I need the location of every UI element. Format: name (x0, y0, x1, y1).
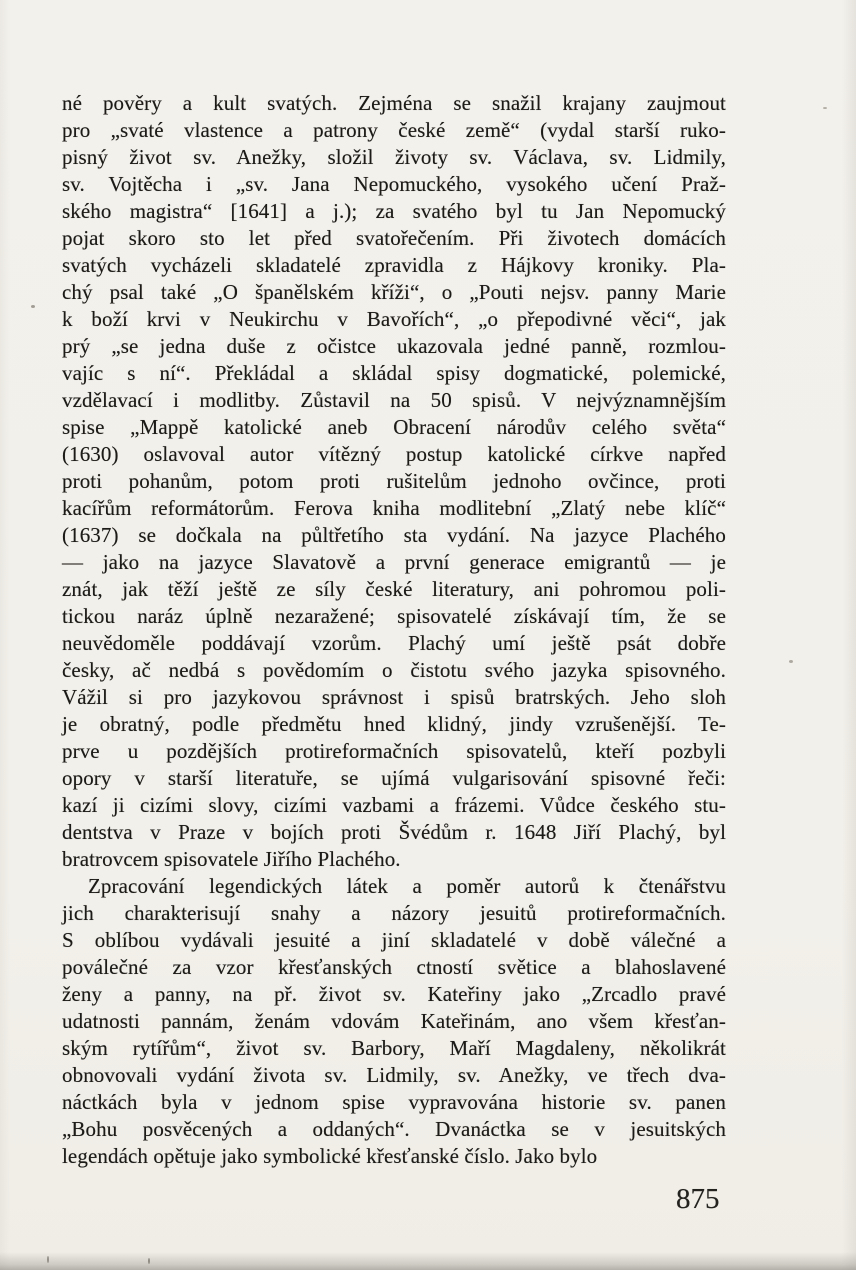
text-line: né pověry a kult svatých. Zejména se snažil krajany zaujmout (62, 91, 726, 115)
text-line: „Bohu posvěcených a oddaných“. Dvanáctka se v jesuitských (62, 1117, 726, 1141)
text-line: obnovovali vydání života sv. Lidmily, sv. Anežky, ve třech dva- (62, 1063, 726, 1087)
text-line: k boží krvi v Neukirchu v Bavořích“, „o přepodivné věci“, jak (62, 307, 726, 331)
scan-speck (789, 660, 793, 663)
text-block (62, 90, 726, 1170)
text-line: sv. Vojtěcha i „sv. Jana Nepomuckého, vysokého učení Praž- (62, 172, 726, 196)
text-line: opory v starší literatuře, se ujímá vulgarisování spisovné řeči: (62, 766, 726, 790)
text-line: Zpracování legendických látek a poměr autorů k čtenářstvu (88, 874, 726, 898)
scan-bottom-shadow (0, 1252, 856, 1270)
text-line: jich charakterisují snahy a názory jesuitů protireformačních. (62, 901, 726, 925)
text-line: neuvědoměle poddávají vzorům. Plachý umí ještě psát dobře (62, 631, 726, 655)
text-line: náctkách byla v jednom spise vypravována historie sv. panen (62, 1090, 726, 1114)
text-line: pro „svaté vlastence a patrony české země“ (vydal starší ruko- (62, 118, 726, 142)
text-line: vzdělavací i modlitby. Zůstavil na 50 spisů. V nejvýznamnějším (62, 388, 726, 412)
text-line: — jako na jazyce Slavatově a první generace emigrantů — je (62, 550, 726, 574)
text-line: spise „Mappě katolické aneb Obracení národův celého světa“ (62, 415, 726, 439)
text-line: legendách opětuje jako symbolické křesťanské číslo. Jako bylo (62, 1144, 598, 1168)
paragraph (62, 90, 726, 873)
text-line: tickou naráz úplně nezaražené; spisovatelé získávají tím, že se (62, 604, 726, 628)
text-line: je obratný, podle předmětu hned klidný, jindy vzrušenější. Te- (62, 712, 726, 736)
text-line: kacířům reformátorům. Ferova kniha modlitební „Zlatý nebe klíč“ (62, 496, 726, 520)
text-line: (1630) oslavoval autor vítězný postup katolické církve napřed (62, 442, 726, 466)
text-line: kazí ji cizími slovy, cizími vazbami a frázemi. Vůdce českého stu- (62, 793, 726, 817)
text-line: (1637) se dočkala na půltřetího sta vydání. Na jazyce Plachého (62, 523, 726, 547)
text-line: Vážil si pro jazykovou správnost i spisů bratrských. Jeho sloh (62, 685, 726, 709)
page-number: 875 (676, 1183, 720, 1215)
text-line: prý „se jedna duše z očistce ukazovala jedné panně, rozmlou- (62, 334, 726, 358)
text-line: chý psal také „O španělském kříži“, o „Pouti nejsv. panny Marie (62, 280, 726, 304)
text-line: udatnosti pannám, ženám vdovám Kateřinám, ano všem křesťan- (62, 1009, 726, 1033)
scan-speck (823, 107, 827, 109)
text-line: prve u pozdějších protireformačních spisovatelů, kteří pozbyli (62, 739, 726, 763)
text-line: pojat skoro sto let před svatořečením. Při životech domácích (62, 226, 726, 250)
text-line: pisný život sv. Anežky, složil životy sv. Václava, sv. Lidmily, (62, 145, 726, 169)
text-line: proti pohanům, potom proti rušitelům jednoho ovčince, proti (62, 469, 726, 493)
text-line: ským rytířům“, život sv. Barbory, Maří Magdaleny, několikrát (62, 1036, 726, 1060)
text-line: svatých vycházeli skladatelé zpravidla z Hájkovy kroniky. Pla- (62, 253, 726, 277)
text-line: poválečné za vzor křesťanských ctností světice a blahoslavené (62, 955, 726, 979)
text-line: ského magistra“ [1641] a j.); za svatého byl tu Jan Nepomucký (62, 199, 726, 223)
text-line: česky, ač nedbá s povědomím o čistotu svého jazyka spisovného. (62, 658, 726, 682)
scan-speck (31, 305, 35, 308)
text-line: znát, jak těží ještě ze síly české literatury, ani pohromou poli- (62, 577, 726, 601)
text-line: dentstva v Praze v bojích proti Švédům r. 1648 Jiří Plachý, byl (62, 820, 726, 844)
text-line: bratrovcem spisovatele Jiřího Plachého. (62, 847, 401, 871)
text-line: ženy a panny, na př. život sv. Kateřiny jako „Zrcadlo pravé (62, 982, 726, 1006)
text-line: vajíc s ní“. Překládal a skládal spisy dogmatické, polemické, (62, 361, 726, 385)
paragraph (62, 873, 726, 1170)
text-line: S oblíbou vydávali jesuité a jiní skladatelé v době válečné a (62, 928, 726, 952)
